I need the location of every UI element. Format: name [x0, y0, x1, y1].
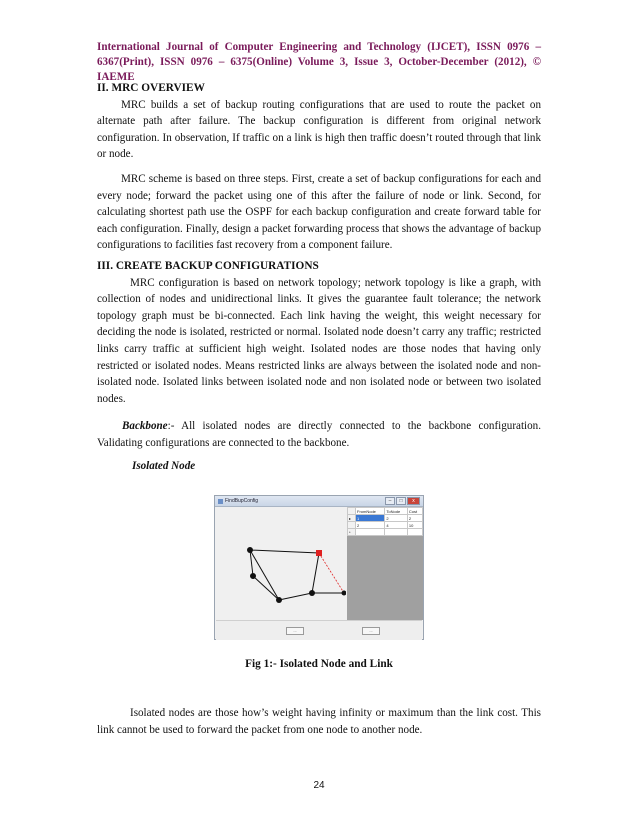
minimize-button[interactable]: –	[385, 497, 395, 505]
section-isolated-description	[97, 705, 541, 738]
graph-node[interactable]	[250, 573, 256, 579]
window-footer	[216, 620, 422, 640]
window-titlebar	[215, 496, 423, 507]
backbone-text: :- All isolated nodes are directly connected to the backbone configuration. Validating configurations are connected to the backbone.	[97, 420, 541, 449]
backbone-label: Backbone	[122, 420, 168, 433]
window-title: FindBupConfig	[225, 498, 259, 504]
graph-canvas[interactable]	[216, 507, 346, 620]
section-create-backup	[97, 258, 541, 452]
table-row[interactable]	[348, 522, 423, 529]
maximize-button[interactable]: □	[396, 497, 406, 505]
table-cell[interactable]: 1	[356, 515, 385, 522]
row-marker: *	[348, 529, 356, 536]
figure-caption: Fig 1:- Isolated Node and Link	[245, 658, 393, 670]
row-marker	[348, 522, 356, 529]
page-number: 24	[313, 780, 325, 791]
journal-header-line2: 6367(Print), ISSN 0976 – 6375(Online) Volume 3, Issue 3, October-December (2012), © IAEME	[97, 56, 541, 83]
section-title-mrc-overview: II. MRC OVERVIEW	[97, 82, 205, 94]
graph-link	[253, 576, 279, 600]
paragraph: Isolated nodes are those how’s weight having infinity or maximum than the link cost. This link cannot be used to forward the packet from one node to another node.	[97, 707, 541, 736]
section-mrc-overview	[97, 80, 541, 254]
table-cell[interactable]: 2	[407, 515, 422, 522]
figure-window	[214, 495, 424, 640]
isolated-node-heading: Isolated Node	[132, 460, 196, 472]
network-graph	[216, 507, 346, 620]
graph-node[interactable]	[276, 597, 282, 603]
graph-node[interactable]	[247, 547, 253, 553]
section-title-create-backup: III. CREATE BACKUP CONFIGURATIONS	[97, 260, 319, 272]
column-header-cost[interactable]: Cost	[407, 508, 422, 515]
graph-link	[312, 553, 319, 593]
table-cell[interactable]: 10	[407, 522, 422, 529]
paragraph: MRC scheme is based on three steps. First, create a set of backup configurations for each and every node; forward the packet using one of this after the failure of node or link. Second, for calculating shortest path use the OSPF for each backup configuration and create forward table for each configuration. Finally, design a packet forwarding process that shows the advantage of backup configurations to facilities fast recovery from a component failure.	[97, 172, 541, 252]
window-controls	[385, 497, 420, 505]
close-button[interactable]: x	[407, 497, 420, 505]
paragraph: MRC builds a set of backup routing configurations that are used to route the packet on alternate path after failure. The backup configuration is different from original network configuration. In observation, If traffic on a link is high then traffic doesn’t routed through that link or node.	[97, 98, 541, 161]
backbone-paragraph	[97, 418, 541, 451]
table-cell[interactable]	[356, 529, 385, 536]
paragraph: MRC configuration is based on network topology; network topology is like a graph, with collection of nodes and unidirectional links. It gives the guarantee fault tolerance; the network topology graph must be bi-connected. Each link having the weight, this weight necessary for deciding the node is isolated, restricted or normal. Isolated node doesn’t carry any traffic; restricted links carry traffic at sufficient high weight. Isolated nodes are those nodes that having only restricted or isolated nodes. Means restricted links are always between the isolated node and non-isolated node. Isolated links between isolated node and non isolated node or between two isolated nodes.	[97, 276, 541, 405]
graph-node[interactable]	[342, 591, 347, 596]
table-row[interactable]	[348, 515, 423, 522]
journal-header	[97, 40, 541, 85]
table-cell[interactable]	[385, 529, 408, 536]
table-row-new[interactable]	[348, 529, 423, 536]
app-icon	[218, 499, 223, 504]
table-cell[interactable]: 2	[356, 522, 385, 529]
table-cell[interactable]	[407, 529, 422, 536]
graph-link	[279, 593, 312, 600]
column-header-tonode[interactable]: ToNode	[385, 508, 408, 515]
column-header-fromnode[interactable]: FromNode	[356, 508, 385, 515]
table-cell[interactable]: 2	[385, 515, 408, 522]
action-button-right[interactable]: ...	[362, 627, 380, 635]
table-cell[interactable]: 4	[385, 522, 408, 529]
isolated-link	[319, 553, 344, 593]
row-marker: ▸	[348, 515, 356, 522]
table-header-row	[348, 508, 423, 515]
journal-header-line1: International Journal of Computer Engineering and Technology (IJCET), ISSN 0976 –	[97, 41, 541, 53]
link-table-panel	[347, 507, 423, 620]
graph-node[interactable]	[309, 590, 315, 596]
action-button-left[interactable]: ...	[286, 627, 304, 635]
isolated-node[interactable]	[316, 550, 322, 556]
link-table	[347, 507, 423, 536]
graph-link	[250, 550, 319, 553]
row-header-corner	[348, 508, 356, 515]
